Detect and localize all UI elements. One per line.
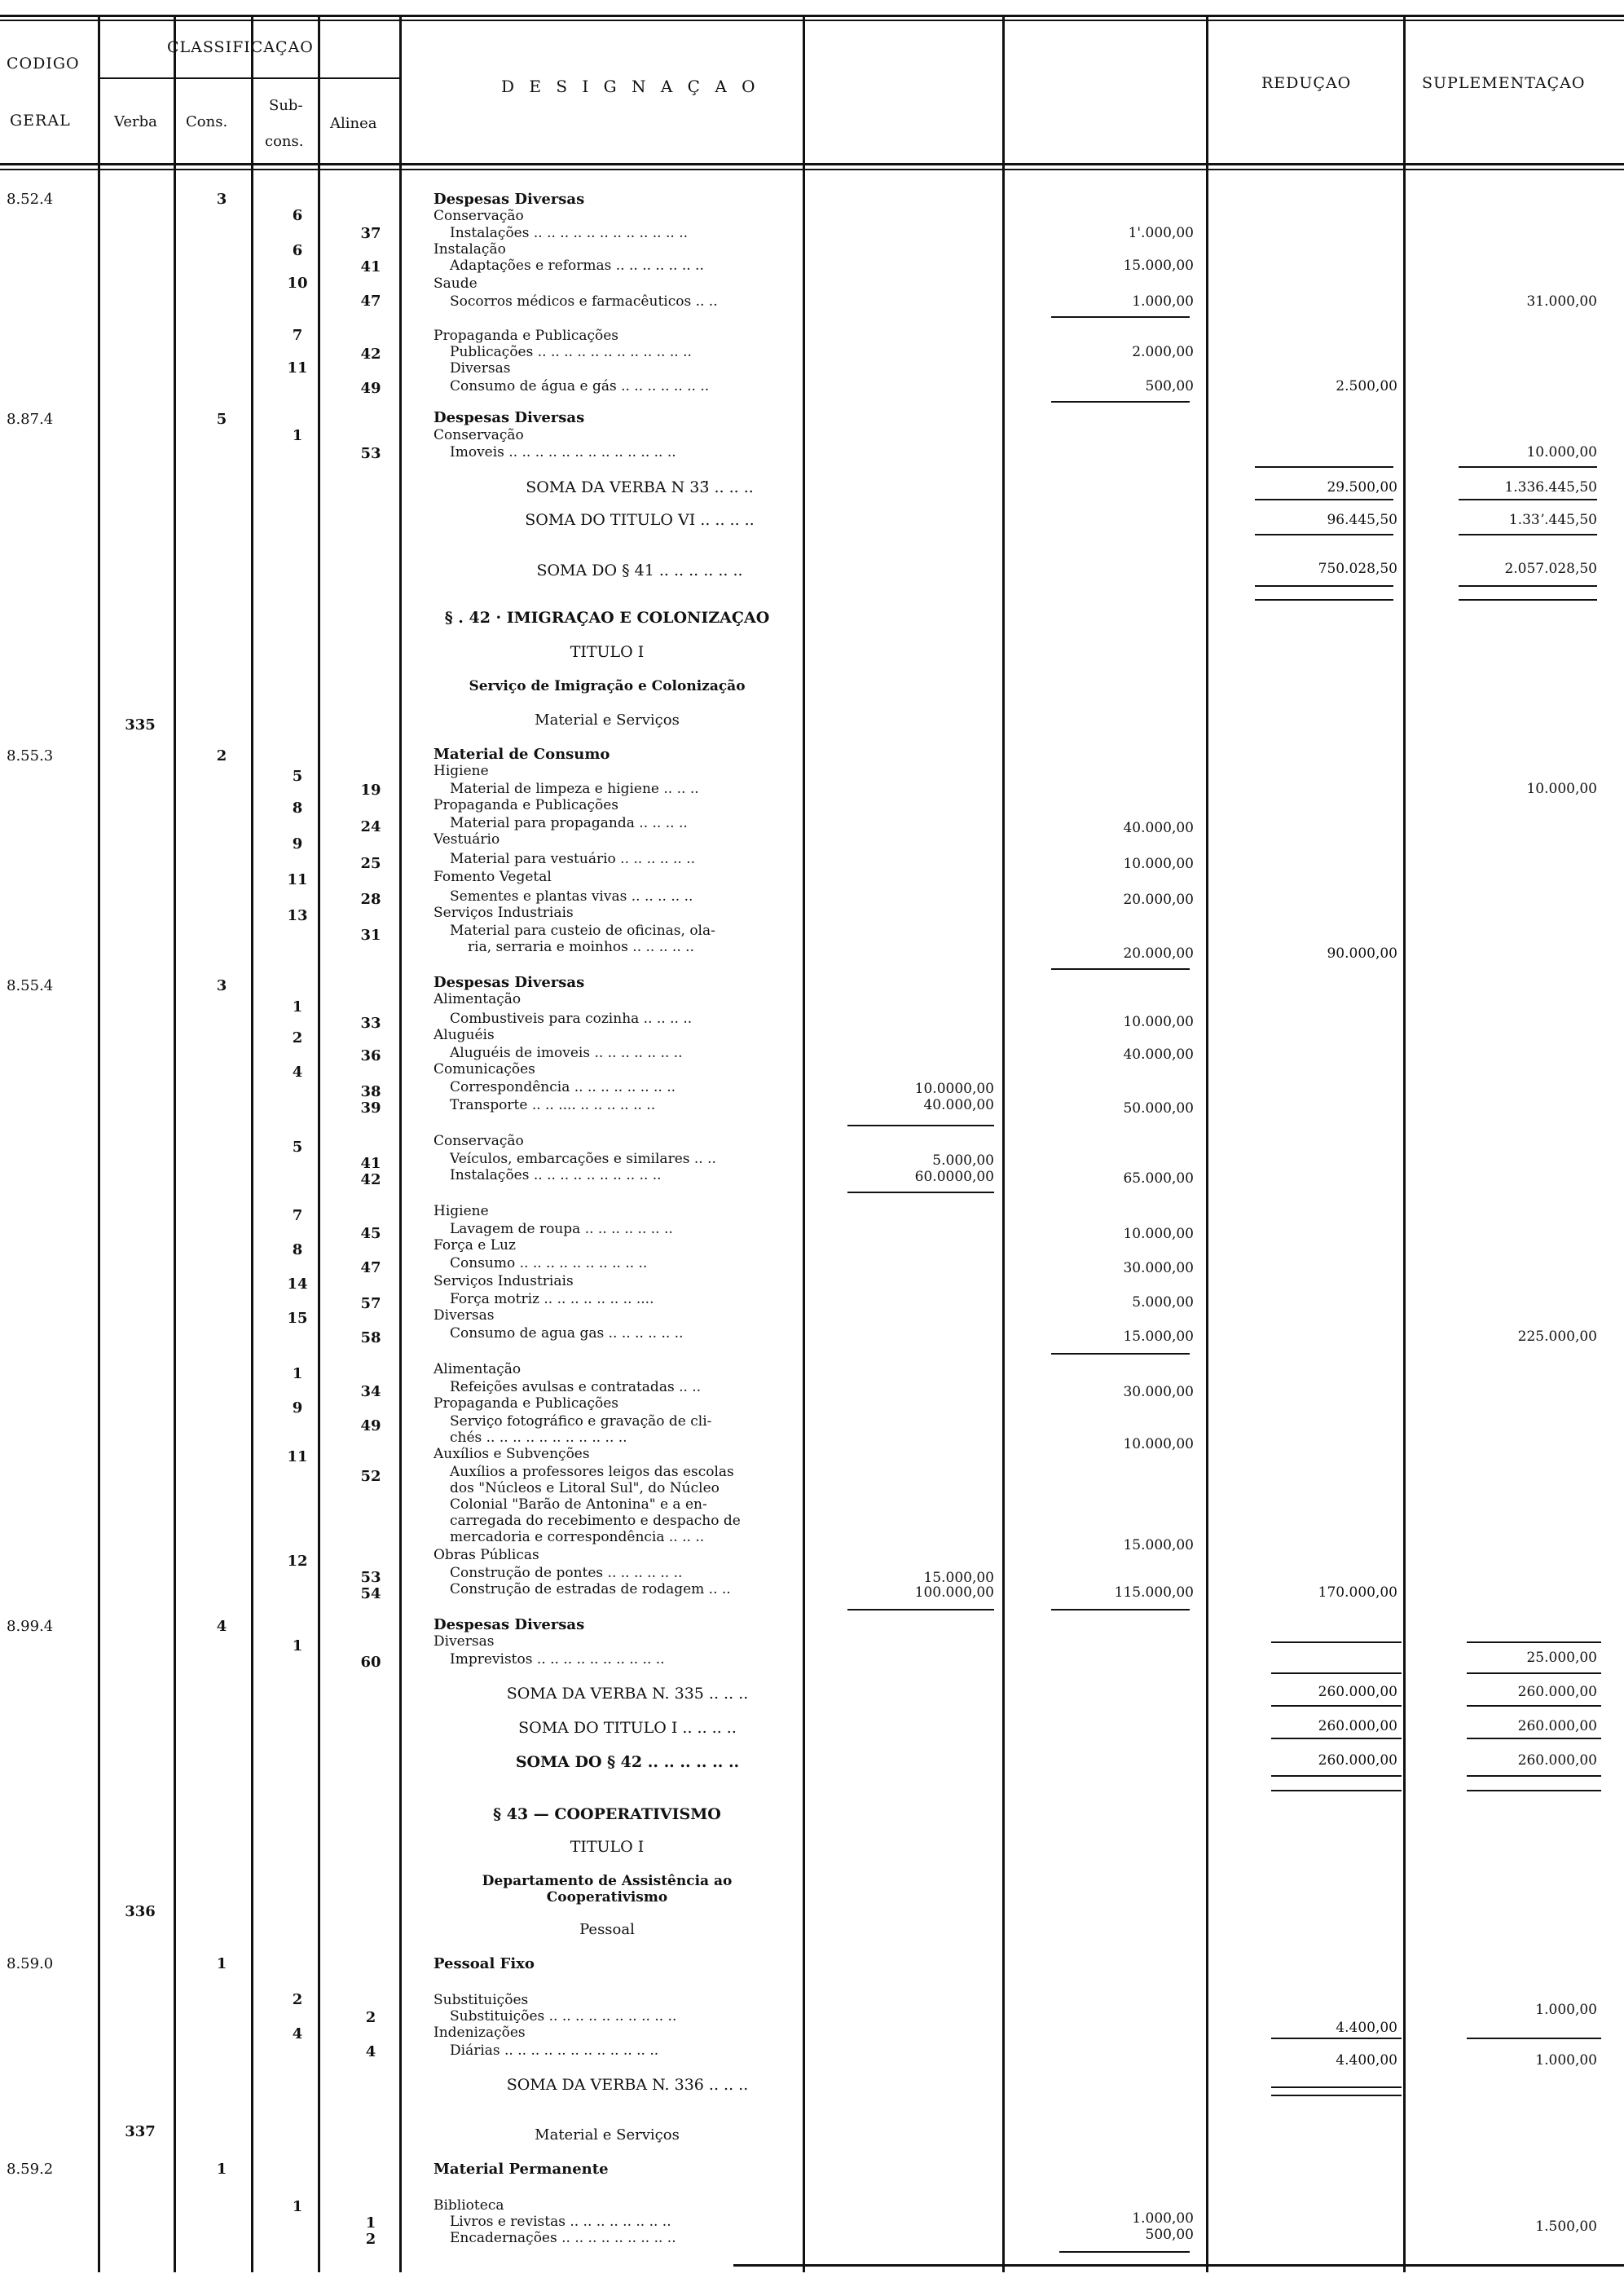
section-heading: § 43 — COOPERATIVISMO <box>493 1805 721 1823</box>
value-cell: 225.000,00 <box>1517 1328 1597 1345</box>
cons-cell: 1 <box>216 2161 227 2178</box>
header-bottom-rule-2 <box>0 169 1624 170</box>
code-cell: 8.99.4 <box>7 1618 54 1635</box>
value-cell: 260.000,00 <box>1517 1718 1597 1734</box>
alinea-cell: 45 <box>360 1225 381 1242</box>
sum-rule <box>1255 599 1393 601</box>
desc-cell: Conservação <box>434 208 524 224</box>
desc-cell: Diárias .. .. .. .. .. .. .. .. .. .. .. .. <box>450 2042 659 2059</box>
alinea-cell: 42 <box>360 346 381 363</box>
header-verba: Verba <box>114 113 157 130</box>
desc-cell: Lavagem de roupa .. .. .. .. .. .. .. <box>450 1221 673 1237</box>
sum-rule <box>1255 585 1393 587</box>
alinea-cell: 36 <box>360 1047 381 1064</box>
desc-cell: Despesas Diversas <box>434 409 585 426</box>
desc-cell: Instalações .. .. .. .. .. .. .. .. .. .. <box>450 1167 662 1183</box>
desc-cell: Biblioteca <box>434 2197 504 2214</box>
sum-rule <box>1467 1775 1601 1777</box>
alinea-cell: 60 <box>360 1654 381 1671</box>
desc-cell: Força motriz .. .. .. .. .. .. .. .... <box>450 1291 654 1307</box>
desc-cell: Consumo de água e gás .. .. .. .. .. .. .. <box>450 378 710 394</box>
sum-label: SOMA DA VERBA N. 335 .. .. .. <box>506 1685 749 1703</box>
subcons-cell: 1 <box>292 427 303 444</box>
value-cell: 30.000,00 <box>1123 1384 1194 1400</box>
alinea-cell: 39 <box>360 1099 381 1117</box>
subcons-cell: 6 <box>292 242 303 259</box>
alinea-cell: 1 <box>365 2214 376 2232</box>
desc-cell: chés .. .. .. .. .. .. .. .. .. .. .. <box>450 1430 627 1446</box>
subcons-cell: 7 <box>292 327 303 344</box>
value-cell: 170.000,00 <box>1318 1584 1397 1601</box>
sum-rule <box>1459 599 1597 601</box>
value-cell: 115.000,00 <box>1114 1584 1194 1601</box>
sum-rule <box>1459 585 1597 587</box>
desc-cell: Fomento Vegetal <box>434 869 552 885</box>
subcons-cell: 2 <box>292 1991 303 2008</box>
header-designacao: D E S I G N A Ç A O <box>501 77 760 96</box>
subcons-cell: 4 <box>292 1064 303 1081</box>
desc-cell: Material Permanente <box>434 2161 609 2178</box>
title-heading: TITULO I <box>570 1838 645 1856</box>
alinea-cell: 42 <box>360 1171 381 1188</box>
value-cell: 260.000,00 <box>1517 1752 1597 1769</box>
header-alinea: Alinea <box>330 115 377 132</box>
value-cell: 10.000,00 <box>1123 1436 1194 1452</box>
value-cell: 10.000,00 <box>1123 1226 1194 1242</box>
subcons-cell: 5 <box>292 768 303 785</box>
value-cell: 750.028,50 <box>1318 561 1397 577</box>
col-rule <box>318 15 320 2272</box>
desc-cell: Material para propaganda .. .. .. .. <box>450 815 688 831</box>
value-cell: 15.000,00 <box>1123 258 1194 274</box>
value-cell: 90.000,00 <box>1327 945 1397 962</box>
desc-cell: Propaganda e Publicações <box>434 1395 619 1412</box>
col-rule <box>1403 15 1406 2272</box>
value-cell: 4.400,00 <box>1336 2052 1397 2069</box>
value-cell: 40.000,00 <box>1123 1046 1194 1063</box>
verba-cell: 337 <box>125 2123 156 2140</box>
sum-rule <box>1051 316 1190 318</box>
code-cell: 8.87.4 <box>7 411 54 428</box>
desc-cell: Adaptações e reformas .. .. .. .. .. .. .. <box>450 258 704 274</box>
alinea-cell: 4 <box>365 2043 376 2060</box>
subcons-cell: 7 <box>292 1207 303 1224</box>
alinea-cell: 53 <box>360 445 381 462</box>
value-cell: 1.33ʼ.445,50 <box>1508 512 1597 528</box>
value-cell: 65.000,00 <box>1123 1170 1194 1187</box>
dept-heading: Cooperativismo <box>546 1889 668 1906</box>
sum-label: SOMA DO TITULO I .. .. .. .. <box>518 1719 737 1737</box>
value-cell: 1.000,00 <box>1132 2210 1194 2227</box>
sum-label: SOMA DO § 41 .. .. .. .. .. .. <box>536 562 743 579</box>
sum-rule <box>1467 1705 1601 1707</box>
desc-cell: Serviços Industriais <box>434 905 574 921</box>
subcons-cell: 8 <box>292 800 303 817</box>
sum-rule <box>1271 1641 1402 1643</box>
bottom-rule <box>733 2264 1624 2267</box>
value-cell: 2.500,00 <box>1336 378 1397 394</box>
desc-cell: Indenizações <box>434 2025 526 2041</box>
desc-cell: Obras Públicas <box>434 1547 539 1563</box>
desc-cell: Serviço fotográfico e gravação de cli- <box>450 1413 712 1430</box>
sum-rule <box>1255 534 1393 535</box>
sum-rule <box>1271 1790 1402 1791</box>
desc-cell: Consumo de agua gas .. .. .. .. .. .. <box>450 1325 684 1342</box>
value-cell: 260.000,00 <box>1517 1684 1597 1700</box>
alinea-cell: 41 <box>360 1155 381 1172</box>
desc-cell: Refeições avulsas e contratadas .. .. <box>450 1379 702 1395</box>
desc-cell: Higiene <box>434 1203 489 1219</box>
desc-cell: Propaganda e Publicações <box>434 797 619 813</box>
value-cell: 5.000,00 <box>932 1152 994 1169</box>
subcons-cell: 4 <box>292 2025 303 2042</box>
subcons-cell: 1 <box>292 998 303 1016</box>
desc-cell: Despesas Diversas <box>434 191 585 208</box>
sum-rule <box>847 1609 994 1610</box>
sum-rule <box>1271 1672 1402 1674</box>
sum-rule <box>1271 1738 1402 1739</box>
desc-cell: Material para vestuário .. .. .. .. .. .. <box>450 851 696 867</box>
dept-heading: Departamento de Assistência ao <box>482 1873 733 1889</box>
header-cons: Cons. <box>186 113 228 130</box>
subcons-cell: 1 <box>292 1637 303 1655</box>
sum-rule <box>1271 1705 1402 1707</box>
desc-cell: Diversas <box>434 1633 495 1650</box>
code-cell: 8.59.2 <box>7 2161 54 2178</box>
value-cell: 29.500,00 <box>1327 479 1397 496</box>
sum-rule <box>1271 1775 1402 1777</box>
header-subcons-2: cons. <box>265 133 304 150</box>
value-cell: 15.000,00 <box>1123 1328 1194 1345</box>
value-cell: 15.000,00 <box>1123 1537 1194 1553</box>
code-cell: 8.55.4 <box>7 977 54 994</box>
col-rule <box>1206 15 1208 2272</box>
sum-rule <box>1051 401 1190 403</box>
value-cell: 1.000,00 <box>1535 2052 1597 2069</box>
value-cell: 20.000,00 <box>1123 945 1194 962</box>
value-cell: 40.000,00 <box>923 1097 994 1113</box>
alinea-cell: 49 <box>360 1417 381 1434</box>
header-geral: GERAL <box>10 112 71 130</box>
sum-rule <box>1271 2095 1402 2096</box>
desc-cell: Transporte .. .. .... .. .. .. .. .. .. <box>450 1097 656 1113</box>
desc-cell: Auxílios e Subvenções <box>434 1446 590 1462</box>
desc-cell: Diversas <box>434 1307 495 1324</box>
alinea-cell: 19 <box>360 782 381 799</box>
value-cell: 40.000,00 <box>1123 820 1194 836</box>
value-cell: 10.000,00 <box>1123 1014 1194 1030</box>
sum-rule <box>1051 1609 1190 1610</box>
subcons-cell: 11 <box>287 359 308 377</box>
desc-cell: Vestuário <box>434 831 500 848</box>
alinea-cell: 37 <box>360 225 381 242</box>
cons-cell: 2 <box>216 747 227 764</box>
sum-label: SOMA DO § 42 .. .. .. .. .. .. <box>515 1753 740 1771</box>
subcons-cell: 10 <box>287 275 308 292</box>
value-cell: 10.000,00 <box>1123 856 1194 872</box>
desc-cell: Substituições <box>434 1992 529 2008</box>
desc-cell: Construção de estradas de rodagem .. .. <box>450 1581 731 1597</box>
code-cell: 8.55.3 <box>7 747 54 764</box>
sum-rule <box>1271 2038 1402 2039</box>
subheading: Pessoal <box>579 1921 635 1938</box>
cons-cell: 1 <box>216 1955 227 1972</box>
header-subcons-1: Sub- <box>269 97 303 114</box>
subheading: Material e Serviços <box>535 712 680 729</box>
value-cell: 1.000,00 <box>1132 293 1194 310</box>
subcons-cell: 15 <box>287 1310 308 1327</box>
value-cell: 10.000,00 <box>1526 444 1597 460</box>
sum-rule <box>1467 1738 1601 1739</box>
desc-cell: Imprevistos .. .. .. .. .. .. .. .. .. .. <box>450 1651 665 1668</box>
cons-cell: 4 <box>216 1618 227 1635</box>
header-codigo: CODIGO <box>7 55 80 73</box>
desc-cell: carregada do recebimento e despacho de <box>450 1513 741 1529</box>
sum-rule <box>1271 2086 1402 2088</box>
desc-cell: Aluguéis <box>434 1027 495 1043</box>
desc-cell: Material para custeio de oficinas, ola- <box>450 923 715 939</box>
value-cell: 500,00 <box>1145 378 1194 394</box>
desc-cell: Serviços Industriais <box>434 1273 574 1289</box>
top-rule <box>0 15 1624 17</box>
value-cell: 20.000,00 <box>1123 892 1194 908</box>
value-cell: 50.000,00 <box>1123 1100 1194 1117</box>
alinea-cell: 58 <box>360 1329 381 1346</box>
cons-cell: 3 <box>216 191 227 208</box>
desc-cell: Conservação <box>434 1133 524 1149</box>
value-cell: 100.000,00 <box>914 1584 994 1601</box>
subcons-cell: 8 <box>292 1241 303 1258</box>
subcons-cell: 13 <box>287 907 308 924</box>
value-cell: 15.000,00 <box>923 1570 994 1586</box>
value-cell: 96.445,50 <box>1327 512 1397 528</box>
value-cell: 1.000,00 <box>1535 2002 1597 2018</box>
title-heading: TITULO I <box>570 643 645 661</box>
desc-cell: Higiene <box>434 763 489 779</box>
alinea-cell: 2 <box>365 2231 376 2248</box>
verba-cell: 336 <box>125 1903 156 1920</box>
desc-cell: Combustiveis para cozinha .. .. .. .. <box>450 1011 693 1027</box>
sum-rule <box>1459 499 1597 500</box>
desc-cell: Comunicações <box>434 1061 535 1077</box>
sum-rule <box>1459 534 1597 535</box>
desc-cell: Alimentação <box>434 991 522 1007</box>
desc-cell: Socorros médicos e farmacêuticos .. .. <box>450 293 718 310</box>
section-heading: § . 42 · IMIGRAÇAO E COLONIZAÇAO <box>444 609 770 627</box>
col-rule <box>1002 15 1005 2272</box>
subcons-cell: 9 <box>292 835 303 853</box>
alinea-cell: 33 <box>360 1015 381 1032</box>
sum-label: SOMA DO TITULO VI .. .. .. .. <box>525 511 755 529</box>
alinea-cell: 34 <box>360 1383 381 1400</box>
sum-rule <box>847 1125 994 1126</box>
subheading: Material e Serviços <box>535 2126 680 2144</box>
desc-cell: Imoveis .. .. .. .. .. .. .. .. .. .. .. .. .. <box>450 444 676 460</box>
value-cell: 10.0000,00 <box>914 1081 994 1097</box>
header-subrule <box>98 77 399 79</box>
header-classificacao: CLASSIFICAÇAO <box>167 38 314 56</box>
alinea-cell: 47 <box>360 1259 381 1276</box>
value-cell: 30.000,00 <box>1123 1260 1194 1276</box>
alinea-cell: 53 <box>360 1569 381 1586</box>
sum-rule <box>1467 1672 1601 1674</box>
subcons-cell: 11 <box>287 1448 308 1465</box>
header-reducao: REDUÇAO <box>1261 74 1352 92</box>
desc-cell: Despesas Diversas <box>434 1616 585 1633</box>
header-suplementacao: SUPLEMENTAÇAO <box>1422 74 1586 92</box>
subcons-cell: 2 <box>292 1029 303 1046</box>
subcons-cell: 14 <box>287 1276 308 1293</box>
header-bottom-rule <box>0 163 1624 165</box>
sum-rule <box>1467 1641 1601 1643</box>
value-cell: 500,00 <box>1145 2227 1194 2243</box>
alinea-cell: 24 <box>360 818 381 835</box>
desc-cell: Alimentação <box>434 1361 522 1377</box>
col-rule <box>174 15 176 2272</box>
value-cell: 260.000,00 <box>1318 1718 1397 1734</box>
desc-cell: mercadoria e correspondência .. .. .. <box>450 1529 705 1545</box>
value-cell: 4.400,00 <box>1336 2020 1397 2036</box>
value-cell: 25.000,00 <box>1526 1650 1597 1666</box>
value-cell: 1.500,00 <box>1535 2219 1597 2235</box>
service-heading: Serviço de Imigração e Colonização <box>469 678 746 694</box>
desc-cell: dos "Núcleos e Litoral Sul", do Núcleo <box>450 1480 720 1496</box>
col-rule <box>399 15 402 2272</box>
value-cell: 260.000,00 <box>1318 1752 1397 1769</box>
sum-rule <box>1059 2251 1190 2253</box>
sum-rule <box>1459 466 1597 468</box>
desc-cell: Instalações .. .. .. .. .. .. .. .. .. .. .. .. <box>450 225 689 241</box>
subcons-cell: 6 <box>292 207 303 224</box>
alinea-cell: 38 <box>360 1083 381 1100</box>
alinea-cell: 47 <box>360 293 381 310</box>
desc-cell: Construção de pontes .. .. .. .. .. .. <box>450 1565 683 1581</box>
alinea-cell: 25 <box>360 855 381 872</box>
alinea-cell: 57 <box>360 1295 381 1312</box>
value-cell: 1'.000,00 <box>1128 225 1194 241</box>
col-rule <box>98 15 100 2272</box>
subcons-cell: 1 <box>292 1365 303 1382</box>
desc-cell: Auxílios a professores leigos das escolas <box>450 1464 734 1480</box>
sum-rule <box>1467 1790 1601 1791</box>
value-cell: 60.0000,00 <box>914 1169 994 1185</box>
desc-cell: Livros e revistas .. .. .. .. .. .. .. .. <box>450 2214 671 2230</box>
desc-cell: Encadernações .. .. .. .. .. .. .. .. .. <box>450 2230 676 2246</box>
alinea-cell: 52 <box>360 1468 381 1485</box>
desc-cell: Propaganda e Publicações <box>434 328 619 344</box>
top-rule-2 <box>0 20 1624 21</box>
value-cell: 2.057.028,50 <box>1504 561 1597 577</box>
desc-cell: Aluguéis de imoveis .. .. .. .. .. .. .. <box>450 1045 683 1061</box>
desc-cell: Sementes e plantas vivas .. .. .. .. .. <box>450 888 693 905</box>
desc-cell: Colonial "Barão de Antonina" e a en- <box>450 1496 707 1513</box>
cons-cell: 3 <box>216 977 227 994</box>
subcons-cell: 5 <box>292 1139 303 1156</box>
desc-cell: Conservação <box>434 427 524 443</box>
alinea-cell: 49 <box>360 380 381 397</box>
sum-rule <box>1255 466 1393 468</box>
desc-cell: Despesas Diversas <box>434 974 585 991</box>
alinea-cell: 28 <box>360 891 381 908</box>
sum-rule <box>1255 499 1393 500</box>
verba-cell: 335 <box>125 716 156 734</box>
sum-rule <box>847 1192 994 1193</box>
subcons-cell: 9 <box>292 1399 303 1417</box>
subcons-cell: 1 <box>292 2198 303 2215</box>
alinea-cell: 2 <box>365 2009 376 2026</box>
value-cell: 1.336.445,50 <box>1504 479 1597 496</box>
value-cell: 5.000,00 <box>1132 1294 1194 1311</box>
desc-cell: Instalação <box>434 241 506 258</box>
desc-cell: ria, serraria e moinhos .. .. .. .. .. <box>468 939 694 955</box>
sum-rule <box>1467 2038 1601 2039</box>
subcons-cell: 11 <box>287 871 308 888</box>
value-cell: 10.000,00 <box>1526 781 1597 797</box>
desc-cell: Material de Consumo <box>434 746 610 763</box>
cons-cell: 5 <box>216 411 227 428</box>
value-cell: 260.000,00 <box>1318 1684 1397 1700</box>
desc-cell: Correspondência .. .. .. .. .. .. .. .. <box>450 1079 676 1095</box>
sum-rule <box>1051 1353 1190 1355</box>
sum-label: SOMA DA VERBA N. 336 .. .. .. <box>506 2076 749 2094</box>
value-cell: 31.000,00 <box>1526 293 1597 310</box>
subcons-cell: 12 <box>287 1553 308 1570</box>
desc-cell: Veículos, embarcações e similares .. .. <box>450 1151 716 1167</box>
desc-cell: Pessoal Fixo <box>434 1955 535 1972</box>
desc-cell: Saude <box>434 275 478 292</box>
desc-cell: Material de limpeza e higiene .. .. .. <box>450 781 699 797</box>
desc-cell: Substituições .. .. .. .. .. .. .. .. .. .. <box>450 2008 677 2025</box>
alinea-cell: 54 <box>360 1585 381 1602</box>
desc-cell: Força e Luz <box>434 1237 516 1254</box>
code-cell: 8.52.4 <box>7 191 54 208</box>
sum-rule <box>1051 968 1190 970</box>
desc-cell: Consumo .. .. .. .. .. .. .. .. .. .. <box>450 1255 648 1271</box>
sum-label: SOMA DA VERBA N 33̈ .. .. .. <box>526 478 754 496</box>
desc-cell: Diversas <box>450 360 511 377</box>
alinea-cell: 31 <box>360 927 381 944</box>
code-cell: 8.59.0 <box>7 1955 54 1972</box>
desc-cell: Publicações .. .. .. .. .. .. .. .. .. .. .. .. <box>450 344 692 360</box>
value-cell: 2.000,00 <box>1132 344 1194 360</box>
alinea-cell: 41 <box>360 258 381 275</box>
col-rule <box>251 15 253 2272</box>
